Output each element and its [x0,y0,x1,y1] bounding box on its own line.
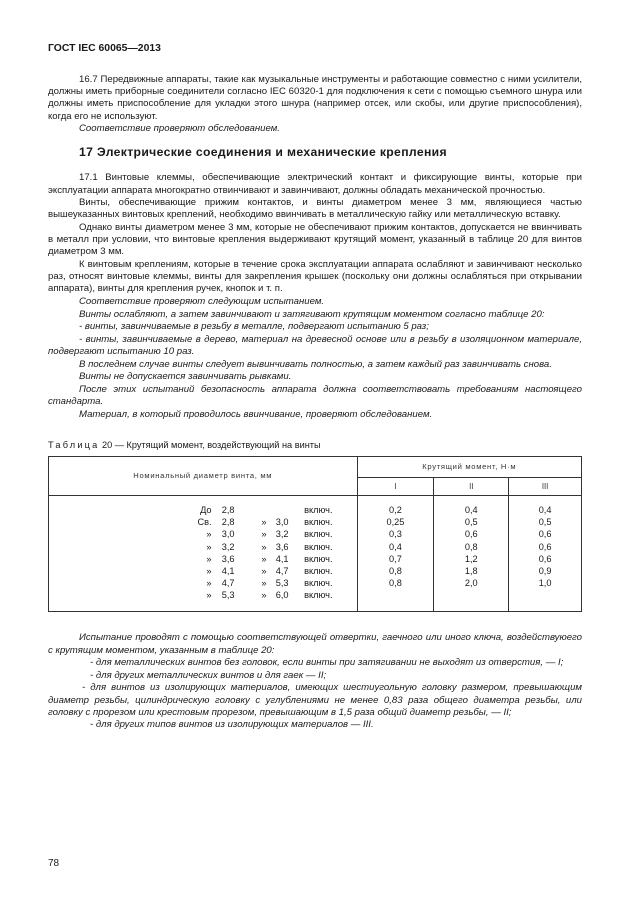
clause-16-7: 16.7 Передвижные аппараты, такие как музыкальные инструменты и работающие совместно с ними усилители, должны иметь приборные соединители согласно IEC 60320-1 для подключения к сети с помощью съемного шнура или должны иметь приспособление для укладки этого шнура (например отсек, или скобы, или другие приспособления), когда его не используют. [48,74,582,122]
test-safety-after: После этих испытаний безопасность аппарата должна соответствовать требованиям настоящего стандарта. [48,383,582,407]
diameter-row [49,517,333,529]
torque-value: 0,4 [538,504,552,515]
torque-value: 0,4 [464,504,478,515]
diameter-row [49,590,333,602]
torque-value: 0,5 [464,517,478,528]
diameter-ditto: » [261,565,267,576]
diameter-suffix: включ. [301,578,333,589]
diameter-to: 4,7 [275,565,289,576]
diameter-prefix: » [206,590,212,601]
header-torque: Крутящий момент, Н·м [357,456,581,477]
diameter-row [49,529,333,541]
diameter-suffix: включ. [301,541,333,552]
diameter-to [267,505,289,517]
diameter-row [49,578,333,590]
diameter-from: 4,1 [221,565,235,576]
torque-value [509,590,581,602]
diameter-ditto: » [261,529,267,540]
torque-value: 0,8 [464,541,478,552]
diameter-row [49,542,333,554]
test-intro: Соответствие проверяют следующим испытанием. [79,296,325,307]
diameter-to: 6,0 [275,590,289,601]
diameter-prefix: » [206,553,212,564]
clause-16-7-compliance: Соответствие проверяют обследованием. [79,123,280,135]
diameter-row [49,505,333,517]
torque-value: 0,6 [538,529,552,540]
test-material-inspect: Материал, в который проводилось ввинчивание, проверяют обследованием. [79,408,433,420]
header-col-iii: III [509,477,582,495]
test-method-block [48,632,582,731]
diameter-to: 3,0 [275,517,289,528]
method-other-insulating: - для других типов винтов из изолирующих материалов — III. [90,719,374,731]
diameter-ditto [235,505,267,517]
test-unscrew-fully: В последнем случае винты следует вывинчивать полностью, а затем каждый раз завинчивать снова. [79,358,552,370]
diameter-ditto: » [261,578,267,589]
torque-value: 0,7 [389,553,402,564]
diameter-from: 2,8 [221,517,235,528]
torque-value: 2,0 [464,578,478,589]
diameter-prefix: Св. [197,517,212,528]
diameter-from: 3,6 [221,553,235,564]
torque-col-i [357,495,434,612]
torque-value: 1,2 [464,553,478,564]
diameter-suffix: включ. [301,517,333,528]
table-20-caption [48,439,582,451]
diameter-prefix: » [206,529,212,540]
diameter-from: 5,3 [221,590,235,601]
method-metal-headless: - для металлических винтов без головок, если винты при затягивании не выходят из отверстия, — I; [90,657,564,669]
method-insulating-heads: - для винтов из изолирующих материалов, имеющих шестиугольную головку размером, превышающим диаметр резьбы, цилиндрическую головку с углублениями не менее 0,83 раза общего диаметра резьбы, или головку с прорезом или крестовым прорезом, превышающим в 1,5 раза общий диаметр резьбы, — II; [48,682,582,718]
page-number: 78 [48,858,60,869]
diameter-from: 4,7 [221,578,235,589]
diameter-ditto: » [261,590,267,601]
table-20-caption-text: 20 — Крутящий момент, воздействующий на винты [99,439,321,450]
header-col-ii: II [434,477,509,495]
diameter-ditto: » [261,517,267,528]
test-method-intro: Испытание проводят с помощью соответствующей отвертки, гаечного или иного ключа, воздействуюего с крутящим моментом, указанным в таблице 20: [48,632,582,656]
page-header: ГОСТ IEC 60065—2013 [48,43,161,54]
diameter-from: 2,8 [221,504,235,515]
test-no-jerks: Винты не допускается завинчивать рывками. [79,371,292,383]
diameter-to: 5,3 [275,578,289,589]
torque-value: 1,0 [538,578,552,589]
diameter-prefix: » [206,578,212,589]
paragraph-screw-fastenings: К винтовым креплениям, которые в течение срока эксплуатации аппарата ослабляют и завинчивают несколько раз, относят винтовые клеммы, винты для закрепления крышек (поскольку они должны ослабляться при открывании аппарата), винты для крепления ручек, кнопок и т. п. [48,259,582,295]
diameter-suffix: включ. [301,565,333,576]
table-20 [48,456,582,613]
diameter-to: 3,2 [275,529,289,540]
torque-value: 1,8 [464,565,478,576]
torque-value: 0,9 [538,565,552,576]
torque-value: 0,6 [538,541,552,552]
torque-value: 0,6 [464,529,478,540]
diameter-suffix: включ. [301,504,333,515]
diameter-row [49,554,333,566]
test-procedure: Винты ослабляют, а затем завинчивают и затягивают крутящим моментом согласно таблице 20: [79,308,545,320]
diameter-suffix: включ. [301,590,333,601]
torque-value: 0,25 [386,517,405,528]
diameter-to: 4,1 [275,553,289,564]
diameter-ditto: » [261,541,267,552]
torque-value [434,590,508,602]
method-other-metal: - для других металлических винтов и для гаек — II; [90,669,327,681]
clause-17-1: 17.1 Винтовые клеммы, обеспечивающие электрический контакт и фиксирующие винты, которые при эксплуатации аппарата многократно отвинчивают и завинчивают, должны обладать механической прочностью. [48,172,582,196]
diameter-prefix: До [200,504,212,515]
diameter-cell [49,495,358,612]
diameter-suffix: включ. [301,553,333,564]
diameter-prefix: » [206,541,212,552]
torque-col-iii [509,495,582,612]
diameter-to: 3,6 [275,541,289,552]
header-diameter: Номинальный диаметр винта, мм [49,456,358,495]
diameter-from: 3,2 [221,541,235,552]
diameter-suffix: включ. [301,529,333,540]
torque-col-ii [434,495,509,612]
table-20-caption-label: Таблица [48,439,100,450]
section-17-title: 17 Электрические соединения и механические крепления [79,145,447,160]
torque-value: 0,3 [389,529,402,540]
paragraph-screws-contact: Винты, обеспечивающие прижим контактов, и винты диаметром менее 3 мм, являющиеся частью вышеуказанных винтовых креплений, необходимо ввинчивать в металлическую гайку или металлическую вставку. [48,197,582,221]
diameter-from: 3,0 [221,529,235,540]
header-col-i: I [357,477,434,495]
test-wood-thread: - винты, завинчиваемые в дерево, материал на древесной основе или в резьбу в изоляционном материале, подвергают испытанию 10 раз. [48,333,582,357]
torque-value: 0,4 [389,541,402,552]
diameter-prefix: » [206,565,212,576]
paragraph-screws-small: Однако винты диаметром менее 3 мм, которые не обеспечивают прижим контактов, допускается не ввинчивать в металл при условии, что винтовые крепления выдерживают крутящий момент, указанный в таблице 20 для винтов диаметром 3 мм. [48,222,582,258]
diameter-row [49,566,333,578]
torque-value: 0,8 [389,578,402,589]
torque-value: 0,5 [538,517,552,528]
page-content [48,74,582,732]
diameter-ditto: » [261,553,267,564]
torque-value: 0,8 [389,565,402,576]
test-metal-thread: - винты, завинчиваемые в резьбу в металле, подвергают испытанию 5 раз; [79,321,429,333]
torque-value: 0,2 [389,504,402,515]
torque-value [358,590,434,602]
torque-value: 0,6 [538,553,552,564]
